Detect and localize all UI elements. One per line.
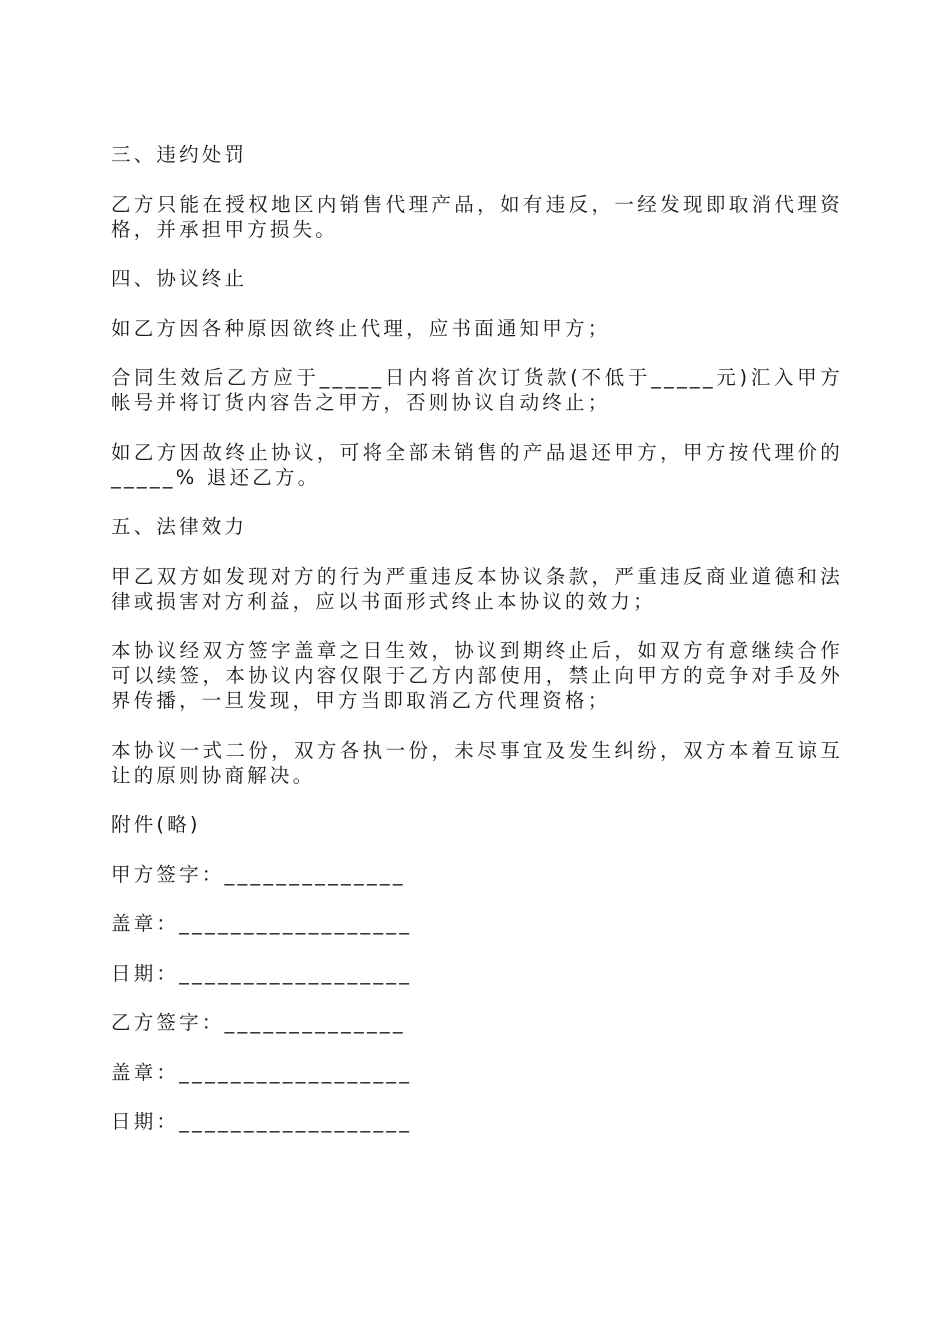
party-b-date-line: 日期：__________________ bbox=[111, 1110, 413, 1133]
party-b-seal-line: 盖章：__________________ bbox=[111, 1060, 413, 1084]
section-5-paragraph-3: 本协议一式二份，双方各执一份，未尽事宜及发生纠纷，双方本着互谅互让的原则协商解决。 bbox=[111, 738, 843, 787]
section-3-paragraph-1: 乙方只能在授权地区内销售代理产品，如有违反，一经发现即取消代理资格，并承担甲方损失。 bbox=[111, 192, 843, 241]
section-5-paragraph-1: 甲乙双方如发现对方的行为严重违反本协议条款，严重违反商业道德和法律或损害对方利益，应以书面形式终止本协议的效力； bbox=[111, 564, 843, 613]
section-3-heading: 三、违约处罚 bbox=[111, 143, 248, 166]
document-page bbox=[111, 142, 843, 1159]
section-4-paragraph-2: 合同生效后乙方应于_____日内将首次订货款(不低于_____元)汇入甲方帐号并将订货内容告之甲方，否则协议自动终止； bbox=[111, 366, 843, 414]
party-a-date-line: 日期：__________________ bbox=[111, 961, 413, 985]
party-a-signature-line: 甲方签字：______________ bbox=[111, 862, 406, 886]
party-a-seal-line: 盖章：__________________ bbox=[111, 912, 413, 935]
section-4-paragraph-3: 如乙方因故终止协议，可将全部未销售的产品退还甲方，甲方按代理价的_____% 退还乙方。 bbox=[111, 440, 843, 489]
section-4-paragraph-1: 如乙方因各种原因欲终止代理，应书面通知甲方； bbox=[111, 316, 611, 340]
section-5-paragraph-2: 本协议经双方签字盖章之日生效，协议到期终止后，如双方有意继续合作可以续签，本协议内容仅限于乙方内部使用，禁止向甲方的竞争对手及外界传播，一旦发现，甲方当即取消乙方代理资格； bbox=[111, 639, 843, 712]
signature-block bbox=[111, 862, 843, 1135]
section-4-heading: 四、协议终止 bbox=[111, 267, 248, 290]
party-b-signature-line: 乙方签字：______________ bbox=[111, 1011, 406, 1034]
attachment-note: 附件(略) bbox=[111, 813, 201, 836]
section-5-heading: 五、法律效力 bbox=[111, 515, 248, 538]
